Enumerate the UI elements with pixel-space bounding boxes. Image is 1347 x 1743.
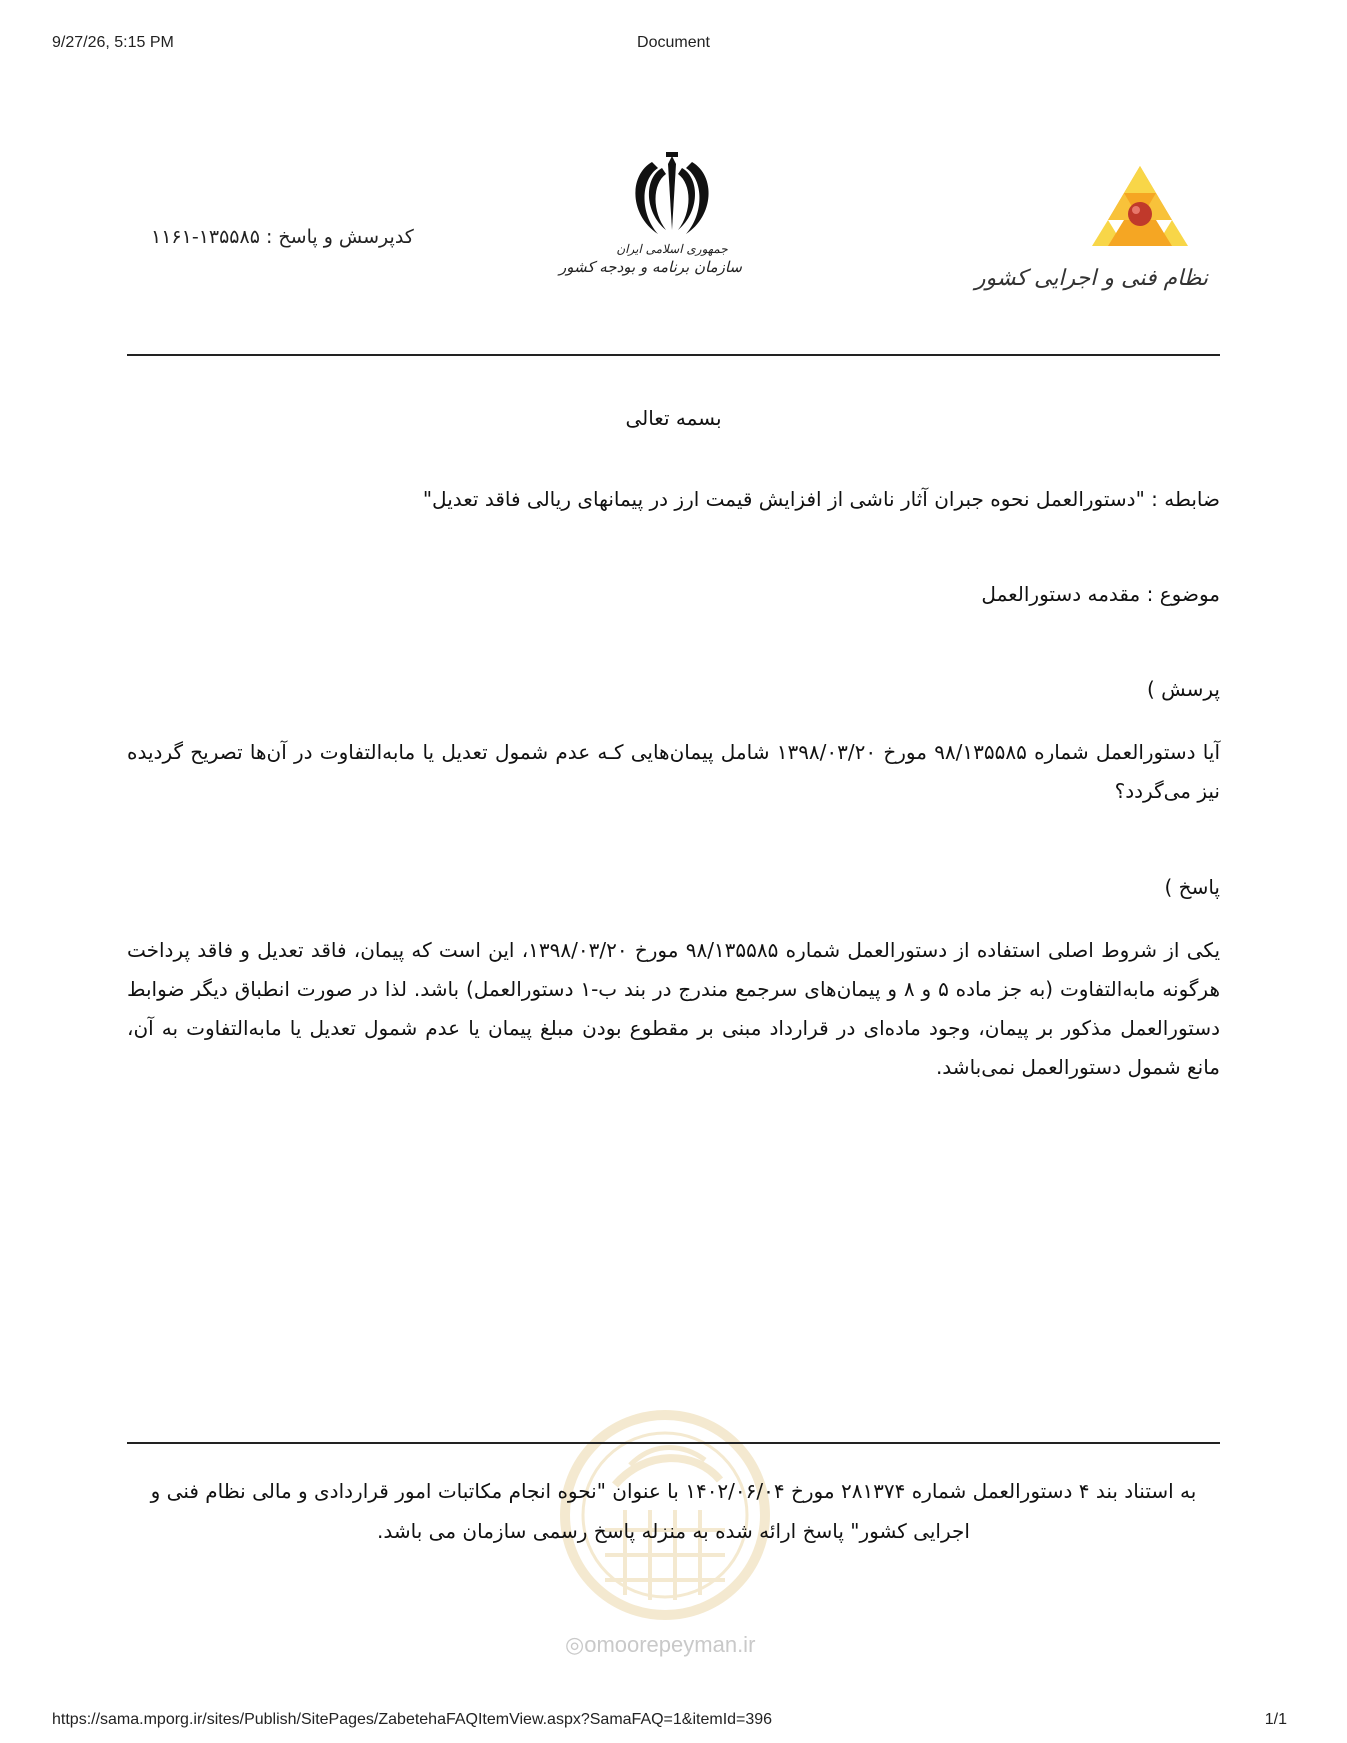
watermark-site: ◎omoorepeyman.ir — [565, 1632, 756, 1657]
print-header — [0, 34, 1347, 56]
basmala: بسمه تعالی — [625, 406, 722, 430]
regulation-title: ضابطه : "دستورالعمل نحوه جبران آثار ناشی از افزایش قیمت ارز در پیمانهای ریالی فاقد تعدیل" — [422, 487, 1220, 511]
header-divider — [127, 354, 1220, 356]
emblem-caption-country: جمهوری اسلامی ایران — [616, 242, 728, 256]
emblem-caption-organization: سازمان برنامه و بودجه کشور — [558, 258, 742, 276]
letterhead — [127, 150, 1220, 320]
print-datetime: 9/27/26, 5:15 PM — [52, 34, 174, 51]
subject-line: موضوع : مقدمه دستورالعمل — [981, 582, 1220, 606]
emblem-icon — [622, 150, 722, 240]
watermark-globe-icon: ◎ — [565, 1632, 585, 1657]
faq-code: کدپرسش و پاسخ : ۱۳۵۵۸۵-۱۱۶۱ — [151, 226, 414, 248]
org-logo-caption: نظام فنی و اجرایی کشور — [974, 266, 1208, 291]
print-url: https://sama.mporg.ir/sites/Publish/SitePages/ZabetehaFAQItemView.aspx?SamaFAQ=1&itemId=396 — [52, 1711, 773, 1728]
print-page-count: 1/1 — [1264, 1711, 1287, 1728]
org-logo — [974, 162, 1220, 302]
print-document-title: Document — [637, 34, 710, 51]
answer-text: یکی از شروط اصلی استفاده از دستورالعمل شماره ۹۸/۱۳۵۵۸۵ مورخ ۱۳۹۸/۰۳/۲۰، این است که پیمان، فاقد تعدیل و فاقد پرداخت هرگونه مابه‌التفاوت (به جز ماده ۵ و ۸ و پیمان‌های سرجمع مندرج در بند ب-۱ دستورالعمل) باشد. لذا در صورت انطباق دیگر ضوابط دستورالعمل مذکور بر پیمان، وجود ماده‌ای در قرارداد مبنی بر مقطوع بودن مبلغ پیمان یا عدم شمول تعدیل یا مابه‌التفاوت به آن، مانع شمول دستورالعمل نمی‌باشد. — [127, 938, 1221, 1079]
iran-emblem — [558, 150, 742, 310]
answer-label: پاسخ ) — [1164, 875, 1220, 899]
question-text: آیا دستورالعمل شماره ۹۸/۱۳۵۵۸۵ مورخ ۱۳۹۸/۰۳/۲۰ شامل پیمان‌هایی کـه عدم شمول تعدیل یا مابه‌التفاوت در آن‌ها تصریح گردیده نیز می‌گردد؟ — [127, 740, 1220, 803]
footer-divider — [127, 1442, 1220, 1444]
question-label: پرسش ) — [1146, 677, 1220, 701]
print-footer — [0, 1711, 1347, 1733]
org-logo-icon — [1060, 162, 1220, 262]
footer-note: به استناد بند ۴ دستورالعمل شماره ۲۸۱۳۷۴ مورخ ۱۴۰۲/۰۶/۰۴ با عنوان "نحوه انجام مکاتبات امور قراردادی و مالی نظام فنی و اجرایی کشور" پاسخ ارائه شده به منزله پاسخ رسمی سازمان می باشد. — [150, 1479, 1197, 1543]
